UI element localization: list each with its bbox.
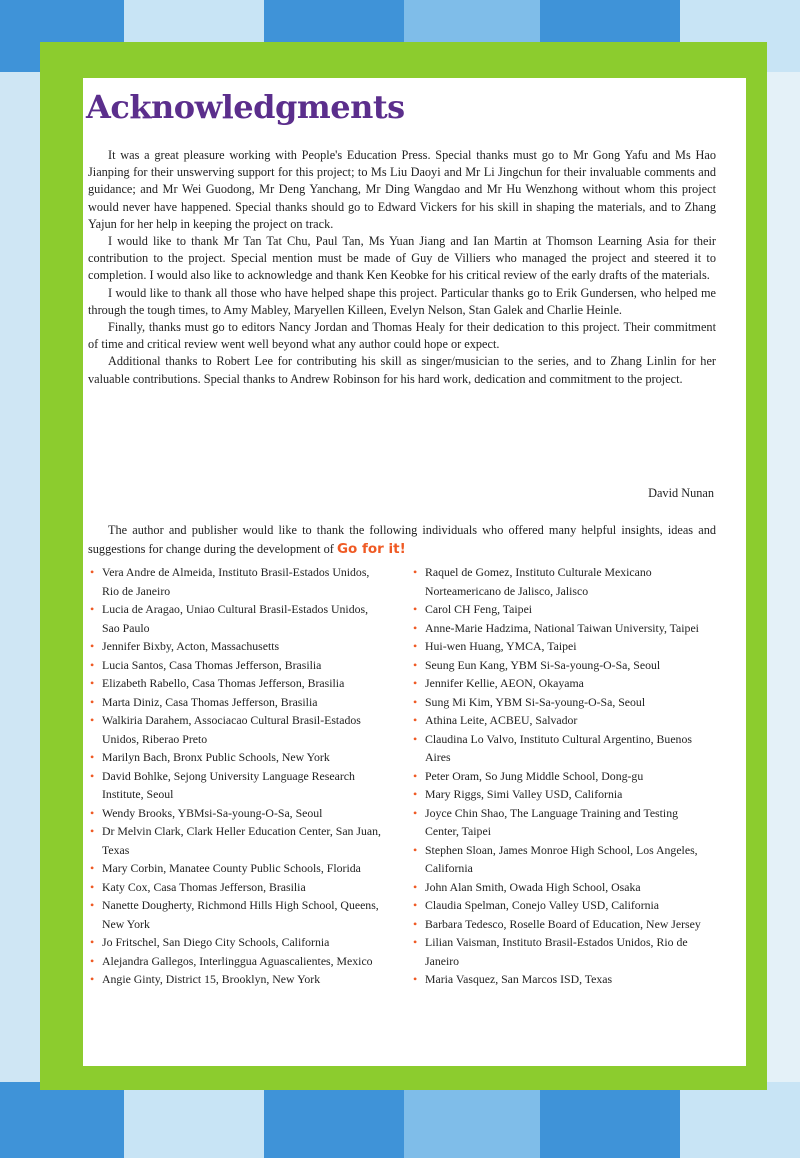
list-item: [88, 637, 388, 656]
bullet-icon: •: [90, 824, 95, 838]
bullet-icon: •: [90, 768, 95, 783]
list-item: [411, 841, 711, 878]
bg-tile: [767, 72, 800, 1082]
list-item: [88, 767, 388, 804]
page-title: Acknowledgments: [86, 88, 405, 126]
reviewer-name: Lucia Santos, Casa Thomas Jefferson, Brasilia: [102, 657, 322, 672]
bullet-icon: •: [90, 713, 95, 727]
reviewer-name: Claudina Lo Valvo, Instituto Cultural Argentino, Buenos Aires: [425, 731, 692, 764]
reviewer-name: Vera Andre de Almeida, Instituto Brasil-Estados Unidos, Rio de Janeiro: [102, 565, 370, 598]
bullet-icon: •: [413, 713, 418, 727]
reviewer-name: Maria Vasquez, San Marcos ISD, Texas: [425, 972, 613, 986]
reviewer-name: John Alan Smith, Owada High School, Osaka: [425, 879, 641, 894]
bullet-icon: •: [413, 898, 418, 912]
bg-tile: [540, 1082, 680, 1158]
list-item: [411, 656, 711, 675]
reviewer-name: Wendy Brooks, YBMsi-Sa-young-O-Sa, Seoul: [102, 805, 323, 820]
reviewers-intro: [88, 521, 716, 558]
list-item: [411, 970, 711, 989]
bullet-icon: •: [413, 972, 418, 986]
list-item: [88, 952, 388, 971]
bullet-icon: •: [413, 805, 418, 820]
list-item: [88, 878, 388, 897]
intro-paragraph: [88, 521, 716, 558]
reviewer-name: Jennifer Bixby, Acton, Massachusetts: [102, 639, 280, 653]
acknowledgment-body: [88, 147, 716, 388]
author-signature: David Nunan: [648, 486, 714, 500]
list-item: [88, 804, 388, 823]
list-item: [88, 970, 388, 989]
list-item: [411, 878, 711, 897]
bullet-icon: •: [413, 842, 418, 857]
list-item: [88, 563, 388, 600]
reviewer-name: Barbara Tedesco, Roselle Board of Education, New Jersey: [425, 916, 701, 931]
reviewer-name: Alejandra Gallegos, Interlinggua Aguascalientes, Mexico: [102, 953, 373, 968]
list-item: [411, 600, 711, 619]
reviewer-list-left: [88, 563, 388, 989]
bullet-icon: •: [90, 602, 95, 616]
list-item: [411, 693, 711, 712]
list-item: [411, 619, 711, 638]
list-item: [411, 637, 711, 656]
bullet-icon: •: [90, 898, 95, 912]
bullet-icon: •: [413, 639, 418, 653]
reviewer-name: Walkiria Darahem, Associacao Cultural Brasil-Estados Unidos, Riberao Preto: [102, 713, 361, 746]
reviewer-name: Lucia de Aragao, Uniao Cultural Brasil-Estados Unidos, Sao Paulo: [102, 602, 369, 635]
reviewer-name: Jo Fritschel, San Diego City Schools, California: [102, 935, 330, 949]
bullet-icon: •: [90, 639, 95, 653]
reviewer-name: Katy Cox, Casa Thomas Jefferson, Brasilia: [102, 879, 306, 894]
bullet-icon: •: [90, 953, 95, 968]
reviewer-name: Anne-Marie Hadzima, National Taiwan University, Taipei: [425, 620, 699, 635]
bullet-icon: •: [90, 565, 95, 579]
bullet-icon: •: [90, 935, 95, 949]
list-item: [411, 767, 711, 786]
list-item: [411, 804, 711, 841]
reviewer-list-right: [411, 563, 711, 989]
reviewer-name: Peter Oram, So Jung Middle School, Dong-gu: [425, 768, 644, 783]
reviewer-name: Raquel de Gomez, Instituto Culturale Mexicano Norteamericano de Jalisco, Jalisco: [425, 565, 652, 598]
bullet-icon: •: [413, 935, 418, 949]
bullet-icon: •: [90, 879, 95, 894]
list-item: [88, 822, 388, 859]
list-item: [411, 896, 711, 915]
reviewer-name: Angie Ginty, District 15, Brooklyn, New York: [102, 972, 321, 986]
bullet-icon: •: [90, 657, 95, 672]
list-item: [411, 711, 711, 730]
reviewer-name: Hui-wen Huang, YMCA, Taipei: [425, 639, 577, 653]
list-item: [411, 785, 711, 804]
list-item: [88, 748, 388, 767]
bullet-icon: •: [413, 787, 418, 801]
bullet-icon: •: [413, 879, 418, 894]
series-logo-text: Go for it!: [336, 540, 406, 557]
reviewer-name: Jennifer Kellie, AEON, Okayama: [425, 676, 584, 690]
paragraph: It was a great pleasure working with People's Education Press. Special thanks must go to Mr Gong Yafu and Ms Hao Jianping for their unswerving support for this project; to Ms Liu Daoyi and Mr Li Jingchun for their invaluable comments and guidance; and Mr Wei Guodong, Mr Deng Yanchang, Mr Ding Wangdao and Mr Hu Wenzhong without whom this project would never have happened. Special thanks should go to Edward Vickers for his skill in shaping the materials, and to Zhang Yajun for her help in keeping the project on track.: [88, 148, 716, 231]
intro-text: The author and publisher would like to thank the following individuals who offered many helpful insights, ideas and suggestions for change during the development of: [88, 523, 716, 556]
list-item: [411, 674, 711, 693]
reviewer-name: Sung Mi Kim, YBM Si-Sa-young-O-Sa, Seoul: [425, 694, 646, 709]
reviewer-name: Seung Eun Kang, YBM Si-Sa-young-O-Sa, Seoul: [425, 657, 661, 672]
list-item: [411, 730, 711, 767]
bullet-icon: •: [413, 916, 418, 931]
paragraph: I would like to thank Mr Tan Tat Chu, Paul Tan, Ms Yuan Jiang and Ian Martin at Thomson Learning Asia for their contribution to the project. Special mention must be made of Guy de Villiers who managed the project and steered it to completion. I would also like to acknowledge and thank Ken Keobke for his critical review of the early drafts of the materials.: [88, 234, 716, 283]
reviewer-name: Lilian Vaisman, Instituto Brasil-Estados Unidos, Rio de Janeiro: [425, 935, 688, 968]
reviewer-name: David Bohlke, Sejong University Language Research Institute, Seoul: [102, 768, 355, 801]
bullet-icon: •: [90, 750, 95, 764]
reviewer-name: Mary Corbin, Manatee County Public Schools, Florida: [102, 861, 361, 875]
bullet-icon: •: [413, 694, 418, 709]
reviewer-name: Carol CH Feng, Taipei: [425, 602, 533, 616]
list-item: [88, 859, 388, 878]
reviewer-name: Stephen Sloan, James Monroe High School, Los Angeles, California: [425, 842, 698, 875]
reviewer-name: Athina Leite, ACBEU, Salvador: [425, 713, 578, 727]
reviewer-name: Nanette Dougherty, Richmond Hills High School, Queens, New York: [102, 898, 379, 931]
paragraph: I would like to thank all those who have helped shape this project. Particular thanks go to Erik Gundersen, who helped me through the tough times, to Amy Mabley, Maryellen Killeen, Evelyn Nelson, Stan Galek and Charlie Heinle.: [88, 285, 716, 317]
list-item: [88, 711, 388, 748]
reviewer-name: Mary Riggs, Simi Valley USD, California: [425, 787, 623, 801]
bullet-icon: •: [90, 972, 95, 986]
bullet-icon: •: [413, 602, 418, 616]
list-item: [411, 563, 711, 600]
bullet-icon: •: [413, 768, 418, 783]
list-item: [88, 693, 388, 712]
bullet-icon: •: [90, 676, 95, 690]
reviewer-name: Claudia Spelman, Conejo Valley USD, California: [425, 898, 660, 912]
list-item: [411, 915, 711, 934]
paragraph: Finally, thanks must go to editors Nancy Jordan and Thomas Healy for their dedication to this project. Their commitment of time and critical review went well beyond what any author could hope or expect.: [88, 320, 716, 352]
bullet-icon: •: [90, 805, 95, 820]
bg-tile: [124, 1082, 264, 1158]
list-item: [88, 933, 388, 952]
reviewer-name: Marta Diniz, Casa Thomas Jefferson, Brasilia: [102, 694, 318, 709]
list-item: [88, 674, 388, 693]
bg-tile: [0, 1082, 124, 1158]
bg-tile: [404, 1082, 540, 1158]
list-item: [411, 933, 711, 970]
reviewer-name: Joyce Chin Shao, The Language Training and Testing Center, Taipei: [425, 805, 678, 838]
bg-tile: [264, 1082, 404, 1158]
reviewer-name: Elizabeth Rabello, Casa Thomas Jefferson, Brasilia: [102, 676, 345, 690]
bullet-icon: •: [413, 731, 418, 746]
list-item: [88, 896, 388, 933]
bullet-icon: •: [90, 861, 95, 875]
list-item: [88, 600, 388, 637]
list-item: [88, 656, 388, 675]
bullet-icon: •: [413, 676, 418, 690]
paragraph: Additional thanks to Robert Lee for contributing his skill as singer/musician to the series, and to Zhang Linlin for her valuable contributions. Special thanks to Andrew Robinson for his hard work, dedication and commitment to the project.: [88, 354, 716, 386]
bullet-icon: •: [413, 565, 418, 579]
bg-tile: [680, 1082, 800, 1158]
bullet-icon: •: [413, 657, 418, 672]
bullet-icon: •: [90, 694, 95, 709]
reviewer-name: Marilyn Bach, Bronx Public Schools, New York: [102, 750, 330, 764]
reviewer-name: Dr Melvin Clark, Clark Heller Education Center, San Juan, Texas: [102, 824, 381, 857]
bullet-icon: •: [413, 620, 418, 635]
bg-tile: [0, 72, 40, 1082]
